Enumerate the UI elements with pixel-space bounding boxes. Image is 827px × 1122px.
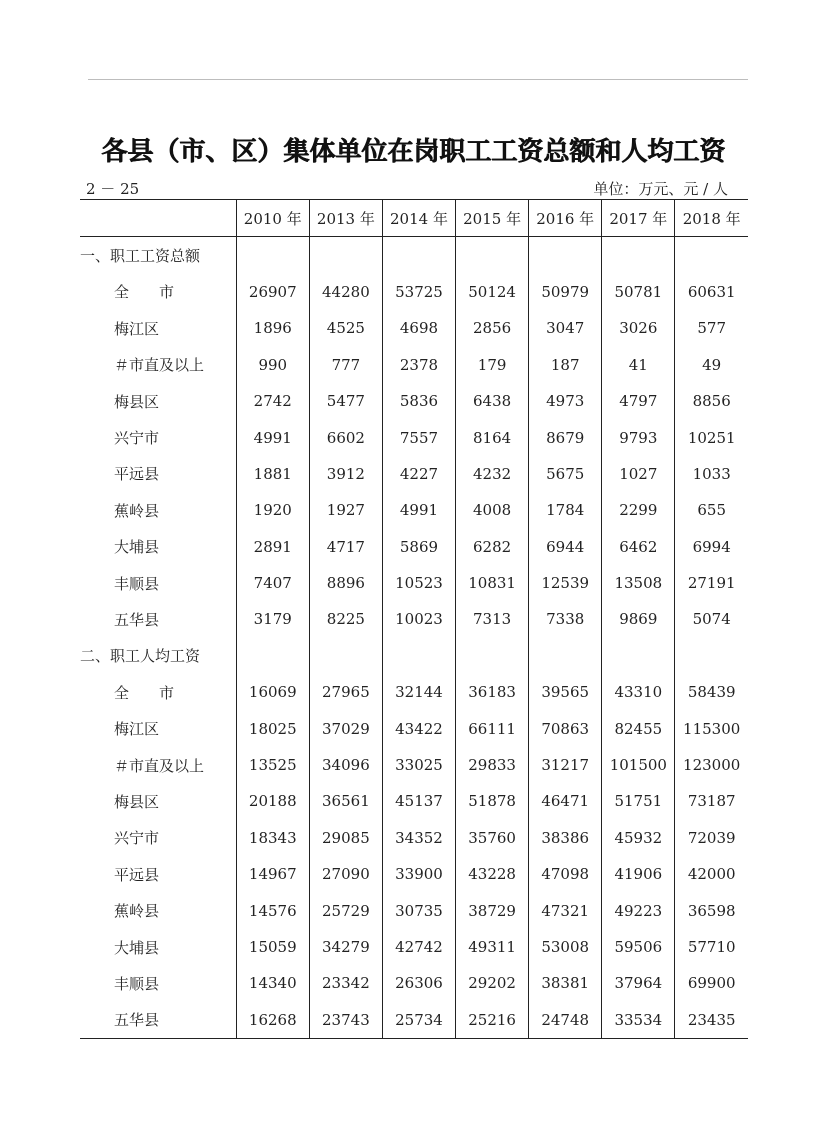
table-row: [80, 601, 748, 637]
value-cell: 4797: [602, 383, 675, 419]
value-cell: 30735: [382, 892, 455, 928]
table-body: [80, 237, 748, 1039]
value-cell: 577: [675, 310, 748, 346]
value-cell: 57710: [675, 929, 748, 965]
table-row: [80, 747, 748, 783]
value-cell: 6944: [529, 529, 602, 565]
value-cell: 38729: [456, 892, 529, 928]
value-cell: 4698: [382, 310, 455, 346]
empty-cell: [309, 638, 382, 674]
value-cell: 43310: [602, 674, 675, 710]
value-cell: 655: [675, 492, 748, 528]
value-cell: 4991: [236, 419, 309, 455]
value-cell: 44280: [309, 274, 382, 310]
value-cell: 18025: [236, 710, 309, 746]
region-label: 平远县: [114, 865, 160, 884]
value-cell: 23743: [309, 1002, 382, 1039]
value-cell: 36598: [675, 892, 748, 928]
column-header: 2013 年: [309, 200, 382, 237]
value-cell: 37964: [602, 965, 675, 1001]
value-cell: 1881: [236, 456, 309, 492]
value-cell: 34352: [382, 820, 455, 856]
value-cell: 4717: [309, 529, 382, 565]
value-cell: 3179: [236, 601, 309, 637]
value-cell: 33025: [382, 747, 455, 783]
table-row: [80, 710, 748, 746]
value-cell: 1027: [602, 456, 675, 492]
value-cell: 23342: [309, 965, 382, 1001]
value-cell: 5675: [529, 456, 602, 492]
value-cell: 34096: [309, 747, 382, 783]
value-cell: 39565: [529, 674, 602, 710]
value-cell: 36561: [309, 783, 382, 819]
value-cell: 25729: [309, 892, 382, 928]
region-label: 蕉岭县: [114, 902, 160, 921]
column-header: 2014 年: [382, 200, 455, 237]
table-row: [80, 856, 748, 892]
value-cell: 42000: [675, 856, 748, 892]
value-cell: 35760: [456, 820, 529, 856]
value-cell: 24748: [529, 1002, 602, 1039]
value-cell: 5836: [382, 383, 455, 419]
empty-cell: [529, 237, 602, 274]
value-cell: 60631: [675, 274, 748, 310]
value-cell: 29202: [456, 965, 529, 1001]
header-row: [80, 200, 748, 237]
value-cell: 2891: [236, 529, 309, 565]
top-rule: [88, 79, 748, 80]
value-cell: 13525: [236, 747, 309, 783]
value-cell: 69900: [675, 965, 748, 1001]
empty-cell: [456, 638, 529, 674]
value-cell: 123000: [675, 747, 748, 783]
region-label: ＃市直及以上: [114, 356, 205, 375]
empty-cell: [236, 638, 309, 674]
value-cell: 50781: [602, 274, 675, 310]
value-cell: 27191: [675, 565, 748, 601]
value-cell: 41: [602, 347, 675, 383]
value-cell: 38386: [529, 820, 602, 856]
table-row: [80, 419, 748, 455]
region-label: 丰顺县: [114, 574, 160, 593]
value-cell: 37029: [309, 710, 382, 746]
column-header: 2010 年: [236, 200, 309, 237]
section-row: [80, 237, 748, 274]
empty-cell: [602, 638, 675, 674]
value-cell: 47098: [529, 856, 602, 892]
empty-cell: [382, 237, 455, 274]
value-cell: 18343: [236, 820, 309, 856]
value-cell: 45137: [382, 783, 455, 819]
value-cell: 13508: [602, 565, 675, 601]
value-cell: 70863: [529, 710, 602, 746]
region-label: 兴宁市: [114, 829, 160, 848]
value-cell: 3912: [309, 456, 382, 492]
table-row: [80, 383, 748, 419]
value-cell: 5074: [675, 601, 748, 637]
value-cell: 82455: [602, 710, 675, 746]
value-cell: 8679: [529, 419, 602, 455]
value-cell: 7313: [456, 601, 529, 637]
value-cell: 115300: [675, 710, 748, 746]
table-row: [80, 565, 748, 601]
value-cell: 2378: [382, 347, 455, 383]
table-row: [80, 492, 748, 528]
region-label: 全 市: [114, 283, 175, 302]
value-cell: 43422: [382, 710, 455, 746]
region-label: 蕉岭县: [114, 501, 160, 520]
value-cell: 3026: [602, 310, 675, 346]
region-label: 梅江区: [114, 720, 160, 739]
value-cell: 12539: [529, 565, 602, 601]
value-cell: 29833: [456, 747, 529, 783]
table-row: [80, 820, 748, 856]
section-label: 二、职工人均工资: [80, 647, 201, 666]
table-row: [80, 274, 748, 310]
column-header: 2018 年: [675, 200, 748, 237]
value-cell: 14967: [236, 856, 309, 892]
value-cell: 4525: [309, 310, 382, 346]
value-cell: 4008: [456, 492, 529, 528]
value-cell: 7557: [382, 419, 455, 455]
value-cell: 20188: [236, 783, 309, 819]
table-number: 2 － 25: [86, 180, 140, 198]
value-cell: 14576: [236, 892, 309, 928]
value-cell: 7338: [529, 601, 602, 637]
table-row: [80, 456, 748, 492]
value-cell: 1033: [675, 456, 748, 492]
column-header: 2017 年: [602, 200, 675, 237]
value-cell: 8225: [309, 601, 382, 637]
empty-cell: [309, 237, 382, 274]
empty-cell: [675, 237, 748, 274]
value-cell: 27965: [309, 674, 382, 710]
value-cell: 2856: [456, 310, 529, 346]
value-cell: 5869: [382, 529, 455, 565]
value-cell: 179: [456, 347, 529, 383]
value-cell: 6602: [309, 419, 382, 455]
value-cell: 43228: [456, 856, 529, 892]
table-row: [80, 1002, 748, 1039]
value-cell: 4232: [456, 456, 529, 492]
value-cell: 47321: [529, 892, 602, 928]
column-header: 2015 年: [456, 200, 529, 237]
empty-cell: [529, 638, 602, 674]
value-cell: 45932: [602, 820, 675, 856]
value-cell: 51751: [602, 783, 675, 819]
value-cell: 29085: [309, 820, 382, 856]
value-cell: 33534: [602, 1002, 675, 1039]
value-cell: 9869: [602, 601, 675, 637]
value-cell: 46471: [529, 783, 602, 819]
table-row: [80, 929, 748, 965]
value-cell: 4227: [382, 456, 455, 492]
value-cell: 59506: [602, 929, 675, 965]
value-cell: 23435: [675, 1002, 748, 1039]
value-cell: 8896: [309, 565, 382, 601]
page-title: 各县（市、区）集体单位在岗职工工资总额和人均工资: [101, 137, 726, 167]
region-label: 梅县区: [114, 392, 160, 411]
table-row: [80, 310, 748, 346]
value-cell: 9793: [602, 419, 675, 455]
value-cell: 1927: [309, 492, 382, 528]
value-cell: 101500: [602, 747, 675, 783]
value-cell: 14340: [236, 965, 309, 1001]
empty-cell: [602, 237, 675, 274]
value-cell: 6994: [675, 529, 748, 565]
value-cell: 10023: [382, 601, 455, 637]
region-label: 梅江区: [114, 319, 160, 338]
value-cell: 26306: [382, 965, 455, 1001]
value-cell: 8164: [456, 419, 529, 455]
value-cell: 58439: [675, 674, 748, 710]
value-cell: 5477: [309, 383, 382, 419]
value-cell: 25216: [456, 1002, 529, 1039]
value-cell: 66111: [456, 710, 529, 746]
region-label: 梅县区: [114, 792, 160, 811]
value-cell: 34279: [309, 929, 382, 965]
value-cell: 6462: [602, 529, 675, 565]
value-cell: 50979: [529, 274, 602, 310]
region-label: 丰顺县: [114, 974, 160, 993]
region-label: 平远县: [114, 465, 160, 484]
wage-table: [80, 199, 748, 1039]
value-cell: 6282: [456, 529, 529, 565]
value-cell: 49311: [456, 929, 529, 965]
value-cell: 990: [236, 347, 309, 383]
value-cell: 27090: [309, 856, 382, 892]
region-label: 大埔县: [114, 538, 160, 557]
value-cell: 25734: [382, 1002, 455, 1039]
value-cell: 41906: [602, 856, 675, 892]
empty-cell: [236, 237, 309, 274]
unit-label: 单位：万元、元 / 人: [593, 180, 728, 198]
value-cell: 2742: [236, 383, 309, 419]
value-cell: 15059: [236, 929, 309, 965]
region-label: ＃市直及以上: [114, 756, 205, 775]
value-cell: 10831: [456, 565, 529, 601]
value-cell: 53008: [529, 929, 602, 965]
table-row: [80, 674, 748, 710]
value-cell: 1784: [529, 492, 602, 528]
table-row: [80, 892, 748, 928]
value-cell: 777: [309, 347, 382, 383]
value-cell: 26907: [236, 274, 309, 310]
value-cell: 36183: [456, 674, 529, 710]
value-cell: 31217: [529, 747, 602, 783]
empty-cell: [382, 638, 455, 674]
table-meta: [80, 178, 748, 198]
value-cell: 38381: [529, 965, 602, 1001]
value-cell: 1920: [236, 492, 309, 528]
value-cell: 51878: [456, 783, 529, 819]
section-label: 一、职工工资总额: [80, 247, 201, 266]
value-cell: 187: [529, 347, 602, 383]
value-cell: 10251: [675, 419, 748, 455]
value-cell: 49: [675, 347, 748, 383]
table-row: [80, 529, 748, 565]
value-cell: 42742: [382, 929, 455, 965]
value-cell: 16069: [236, 674, 309, 710]
value-cell: 3047: [529, 310, 602, 346]
header-corner: [80, 200, 236, 237]
value-cell: 53725: [382, 274, 455, 310]
section-row: [80, 638, 748, 674]
value-cell: 10523: [382, 565, 455, 601]
value-cell: 16268: [236, 1002, 309, 1039]
value-cell: 33900: [382, 856, 455, 892]
value-cell: 49223: [602, 892, 675, 928]
value-cell: 50124: [456, 274, 529, 310]
value-cell: 1896: [236, 310, 309, 346]
value-cell: 32144: [382, 674, 455, 710]
value-cell: 73187: [675, 783, 748, 819]
table-row: [80, 783, 748, 819]
value-cell: 7407: [236, 565, 309, 601]
empty-cell: [456, 237, 529, 274]
value-cell: 6438: [456, 383, 529, 419]
value-cell: 2299: [602, 492, 675, 528]
region-label: 五华县: [80, 1002, 236, 1039]
table-row: [80, 965, 748, 1001]
value-cell: 4991: [382, 492, 455, 528]
region-label: 大埔县: [114, 938, 160, 957]
region-label: 五华县: [114, 610, 160, 629]
region-label: 全 市: [114, 683, 175, 702]
region-label: 兴宁市: [114, 429, 160, 448]
value-cell: 4973: [529, 383, 602, 419]
column-header: 2016 年: [529, 200, 602, 237]
empty-cell: [675, 638, 748, 674]
value-cell: 72039: [675, 820, 748, 856]
value-cell: 8856: [675, 383, 748, 419]
table-row: [80, 347, 748, 383]
